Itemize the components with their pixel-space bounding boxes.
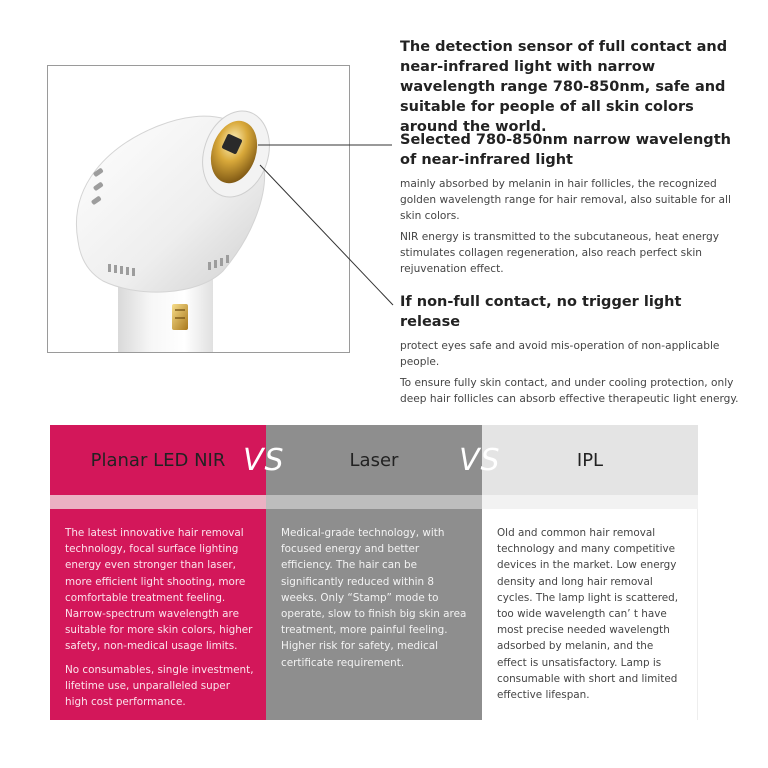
column-header bbox=[266, 425, 482, 495]
column-header bbox=[50, 425, 266, 495]
header-band bbox=[266, 495, 482, 509]
column-paragraph: Old and common hair removal technology and many competitive devices in the market. Low energy density and long hair removal cycles. The lamp light is scattered, too wide wavelength can’ t have most precise needed wavelength adsorbed by melanin, and the effect is unsatisfactory. Lamp is consumable with short and limited effective lifespan. bbox=[497, 527, 679, 702]
contact-section bbox=[400, 292, 740, 407]
column-header bbox=[482, 425, 698, 495]
contact-heading: If non-full contact, no trigger light release bbox=[400, 294, 682, 330]
hair-removal-device-illustration bbox=[48, 66, 349, 352]
wavelength-heading: Selected 780-850nm narrow wavelength of near-infrared light bbox=[400, 132, 731, 168]
contact-paragraph-2: To ensure fully skin contact, and under cooling protection, only deep hair follicles can absorb effective therapeutic light energy. bbox=[400, 377, 739, 405]
column-planar-led-nir bbox=[50, 425, 266, 720]
column-paragraph: No consumables, single investment, lifetime use, unparalleled super high cost performance. bbox=[65, 663, 254, 709]
column-paragraph: Medical-grade technology, with focused energy and better efficiency. The hair can be significantly reduced within 8 weeks. Only “Stamp” mode to operate, slow to finish big skin area treatment, more painful feeling. Higher risk for safety, medical certificate requirement. bbox=[281, 527, 467, 669]
column-ipl bbox=[482, 425, 698, 720]
column-title: IPL bbox=[576, 449, 604, 471]
vs-label-1: VS bbox=[243, 443, 285, 478]
wavelength-section bbox=[400, 130, 740, 277]
column-title: Laser bbox=[349, 449, 399, 471]
wavelength-paragraph-2: NIR energy is transmitted to the subcutaneous, heat energy stimulates collagen regeneration, also reach perfect skin rejuvenation effect. bbox=[400, 231, 720, 275]
wavelength-paragraph-1: mainly absorbed by melanin in hair follicles, the recognized golden wavelength range for hair removal, also suitable for all skin colors. bbox=[400, 178, 731, 222]
header-band bbox=[482, 495, 698, 509]
column-title: Planar LED NIR bbox=[90, 449, 226, 471]
contact-paragraph-1: protect eyes safe and avoid mis-operation of non-applicable people. bbox=[400, 340, 720, 368]
comparison-table bbox=[50, 425, 698, 720]
vs-label-2: VS bbox=[459, 443, 501, 478]
column-body bbox=[482, 509, 698, 720]
column-body bbox=[266, 509, 482, 720]
header-band bbox=[50, 495, 266, 509]
column-paragraph: The latest innovative hair removal technology, focal surface lighting energy even stronger than laser, more efficient light shooting, more comfortable treatment feeling. Narrow-spectrum wavelength are suitable for more skin colors, higher safety, non-medical usage limits. bbox=[65, 527, 253, 653]
column-laser bbox=[266, 425, 482, 720]
product-image bbox=[47, 65, 350, 353]
column-body bbox=[50, 509, 266, 720]
intro-heading: The detection sensor of full contact and near-infrared light with narrow wavelength range 780-850nm, safe and suitable for people of all skin colors around the world. bbox=[400, 39, 728, 135]
gold-button bbox=[172, 304, 188, 330]
